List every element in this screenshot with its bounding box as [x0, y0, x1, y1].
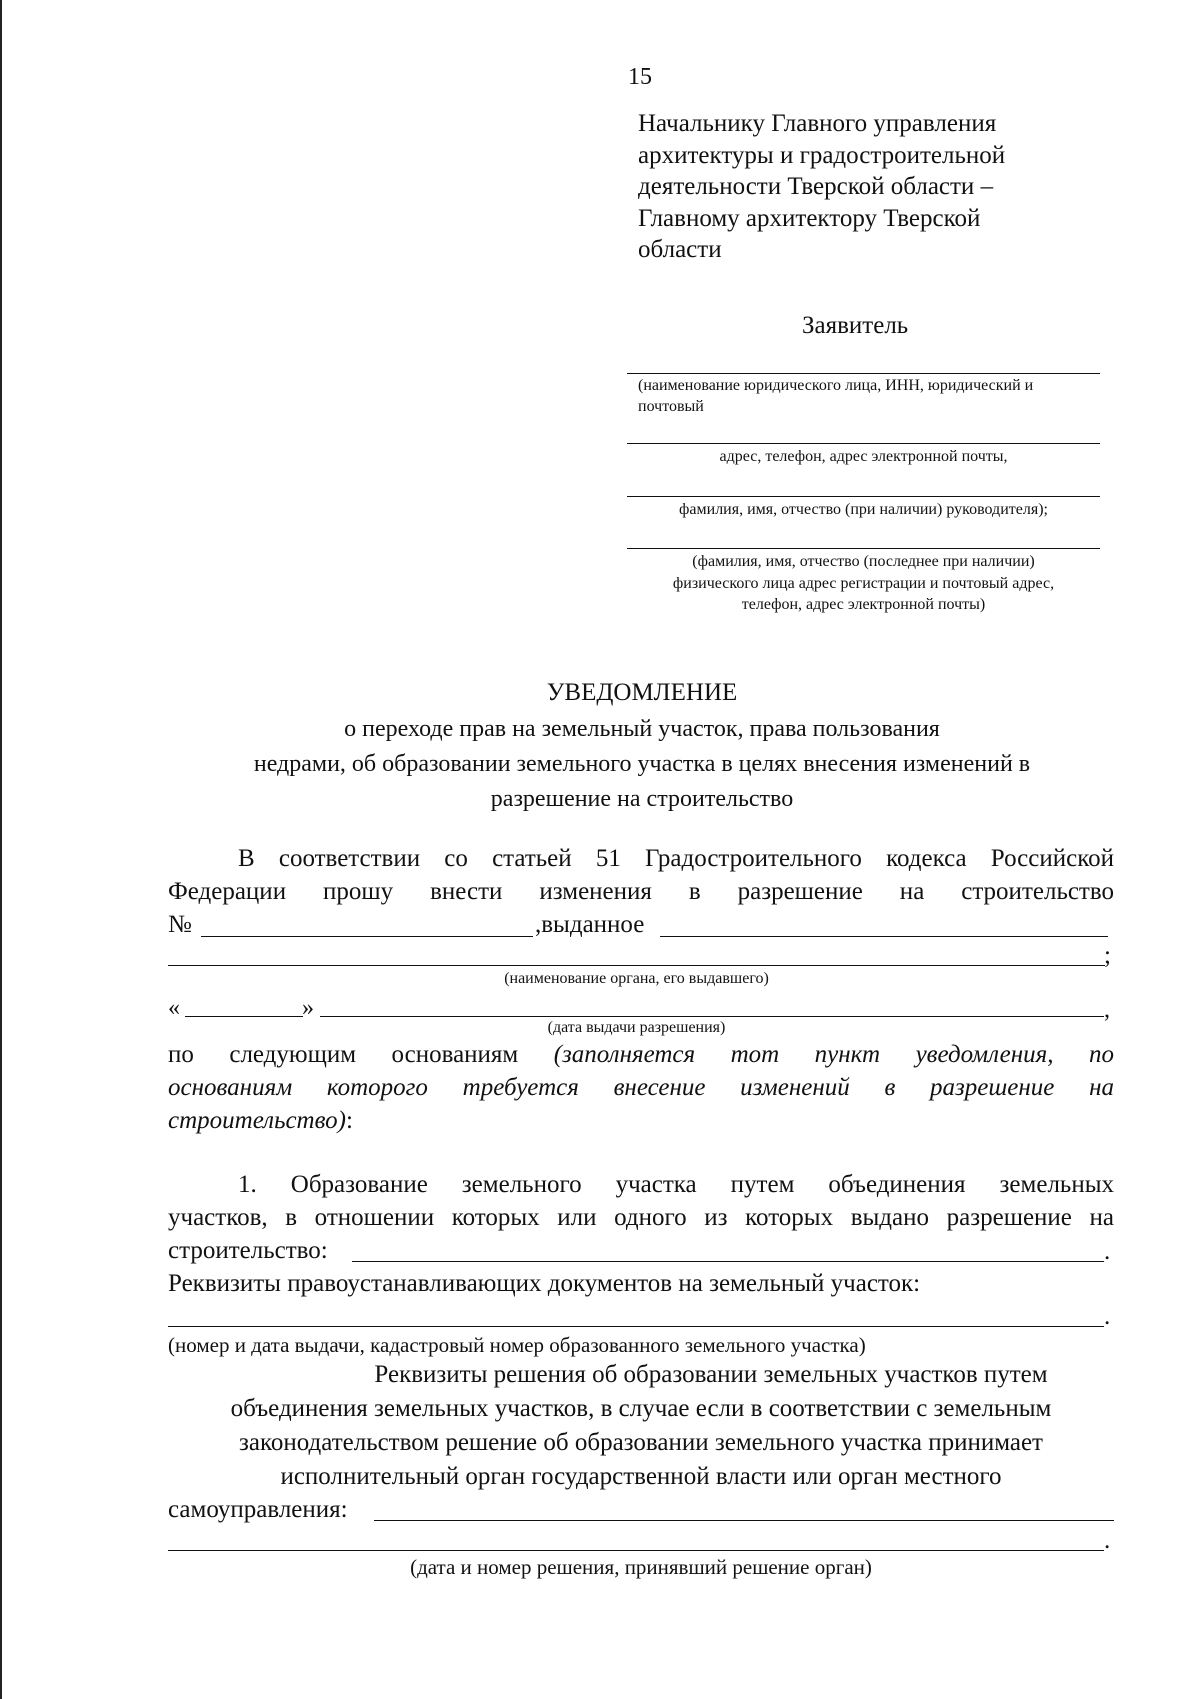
grounds-colon: : — [345, 1107, 353, 1134]
applicant-blank-line-4[interactable] — [627, 548, 1100, 549]
decision-last-line: самоуправления: — [168, 1496, 348, 1523]
grounds-italic-3: строительство) — [168, 1107, 346, 1134]
permit-number-label: № — [168, 911, 192, 938]
addressee-line: Начальнику Главного управления — [638, 110, 997, 137]
decision-block — [168, 1358, 1114, 1494]
decision-line: объединения земельных участков, в случае если в соответствии с земельным — [230, 1395, 1052, 1422]
addressee-line: деятельности Тверской области – — [638, 173, 994, 200]
addressee-block — [638, 108, 1098, 266]
applicant-hint-4-line: телефон, адрес электронной почты) — [741, 596, 986, 613]
decision-blank-2[interactable] — [168, 1550, 1104, 1551]
permit-number-blank[interactable] — [201, 936, 533, 937]
applicant-blank-line-3[interactable] — [627, 496, 1100, 497]
rekv-docs-hint: (номер и дата выдачи, кадастровый номер образованного земельного участка) — [168, 1333, 866, 1357]
decision-dot: . — [1104, 1527, 1111, 1554]
rekv-docs-blank[interactable] — [168, 1326, 1104, 1327]
grounds-line3 — [168, 1105, 353, 1136]
para1-line2: Федерации прошу внести изменения в разрешение на строительство — [168, 878, 1114, 905]
applicant-blank-line-1[interactable] — [627, 373, 1100, 374]
date-hint: (дата выдачи разрешения) — [547, 1019, 726, 1036]
applicant-heading: Заявитель — [802, 312, 909, 339]
issuer-semicolon: ; — [1104, 942, 1111, 969]
subtitle-line: недрами, об образовании земельного участка в целях внесения изменений в — [253, 751, 1031, 777]
decision-blank-1[interactable] — [374, 1520, 1114, 1521]
document-title: УВЕДОМЛЕНИЕ — [546, 679, 738, 706]
rekv-docs-label: Реквизиты правоустанавливающих документов на земельный участок: — [168, 1270, 921, 1297]
addressee-line: области — [638, 236, 722, 263]
rekv-docs-dot: . — [1104, 1303, 1111, 1330]
subtitle-line: о переходе прав на земельный участок, права пользования — [344, 716, 940, 742]
applicant-hint-1: (наименование юридического лица, ИНН, юридический и почтовый — [638, 377, 1034, 415]
issuer-hint: (наименование органа, его выдавшего) — [504, 970, 769, 987]
applicant-hint-3: фамилия, имя, отчество (при наличии) руководителя); — [679, 501, 1048, 518]
item1-line2: участков, в отношении которых или одного из которых выдано разрешение на — [168, 1204, 1114, 1231]
decision-line: исполнительный орган государственной власти или орган местного — [280, 1463, 1002, 1490]
decision-line: Реквизиты решения об образовании земельных участков путем — [374, 1361, 1048, 1388]
decision-line: законодательством решение об образовании земельного участка принимает — [239, 1429, 1043, 1456]
grounds-italic-1: (заполняется тот пункт уведомления, по — [553, 1041, 1114, 1068]
item1-line1: 1. Образование земельного участка путем объединения земельных — [238, 1171, 1114, 1198]
applicant-hint-4-line: (фамилия, имя, отчество (последнее при наличии) — [692, 553, 1035, 570]
issued-label: ,выданное — [535, 911, 645, 938]
applicant-hint-4-line: физического лица адрес регистрации и почтовый адрес, — [672, 574, 1055, 592]
grounds-prefix: по следующим основаниям — [168, 1041, 519, 1068]
grounds-line2: основаниям которого требуется внесение изменений в разрешение на — [168, 1074, 1114, 1101]
item1-dot: . — [1104, 1238, 1111, 1265]
addressee-line: архитектуры и градостроительной — [638, 141, 1006, 169]
applicant-hint-2: адрес, телефон, адрес электронной почты, — [719, 448, 1008, 465]
decision-hint: (дата и номер решения, принявший решение орган) — [410, 1555, 872, 1579]
document-subtitle — [152, 712, 1132, 817]
date-quote-close: » — [302, 995, 314, 1021]
date-quote-open: « — [168, 995, 180, 1021]
issued-by-blank[interactable] — [660, 936, 1108, 937]
grounds-line1 — [168, 1039, 1114, 1070]
item1-line3: строительство: — [168, 1237, 328, 1264]
para1-line1: В соответствии со статьей 51 Градостроительного кодекса Российской — [238, 845, 1114, 872]
addressee-line: Главному архитектору Тверской — [638, 204, 981, 232]
applicant-hint-4 — [627, 551, 1100, 616]
issuer-blank[interactable] — [168, 965, 1105, 966]
item1-blank[interactable] — [352, 1261, 1104, 1262]
page-number: 15 — [628, 64, 652, 90]
applicant-blank-line-2[interactable] — [627, 443, 1100, 444]
subtitle-line: разрешение на строительство — [490, 786, 794, 812]
date-comma: , — [1104, 997, 1110, 1023]
